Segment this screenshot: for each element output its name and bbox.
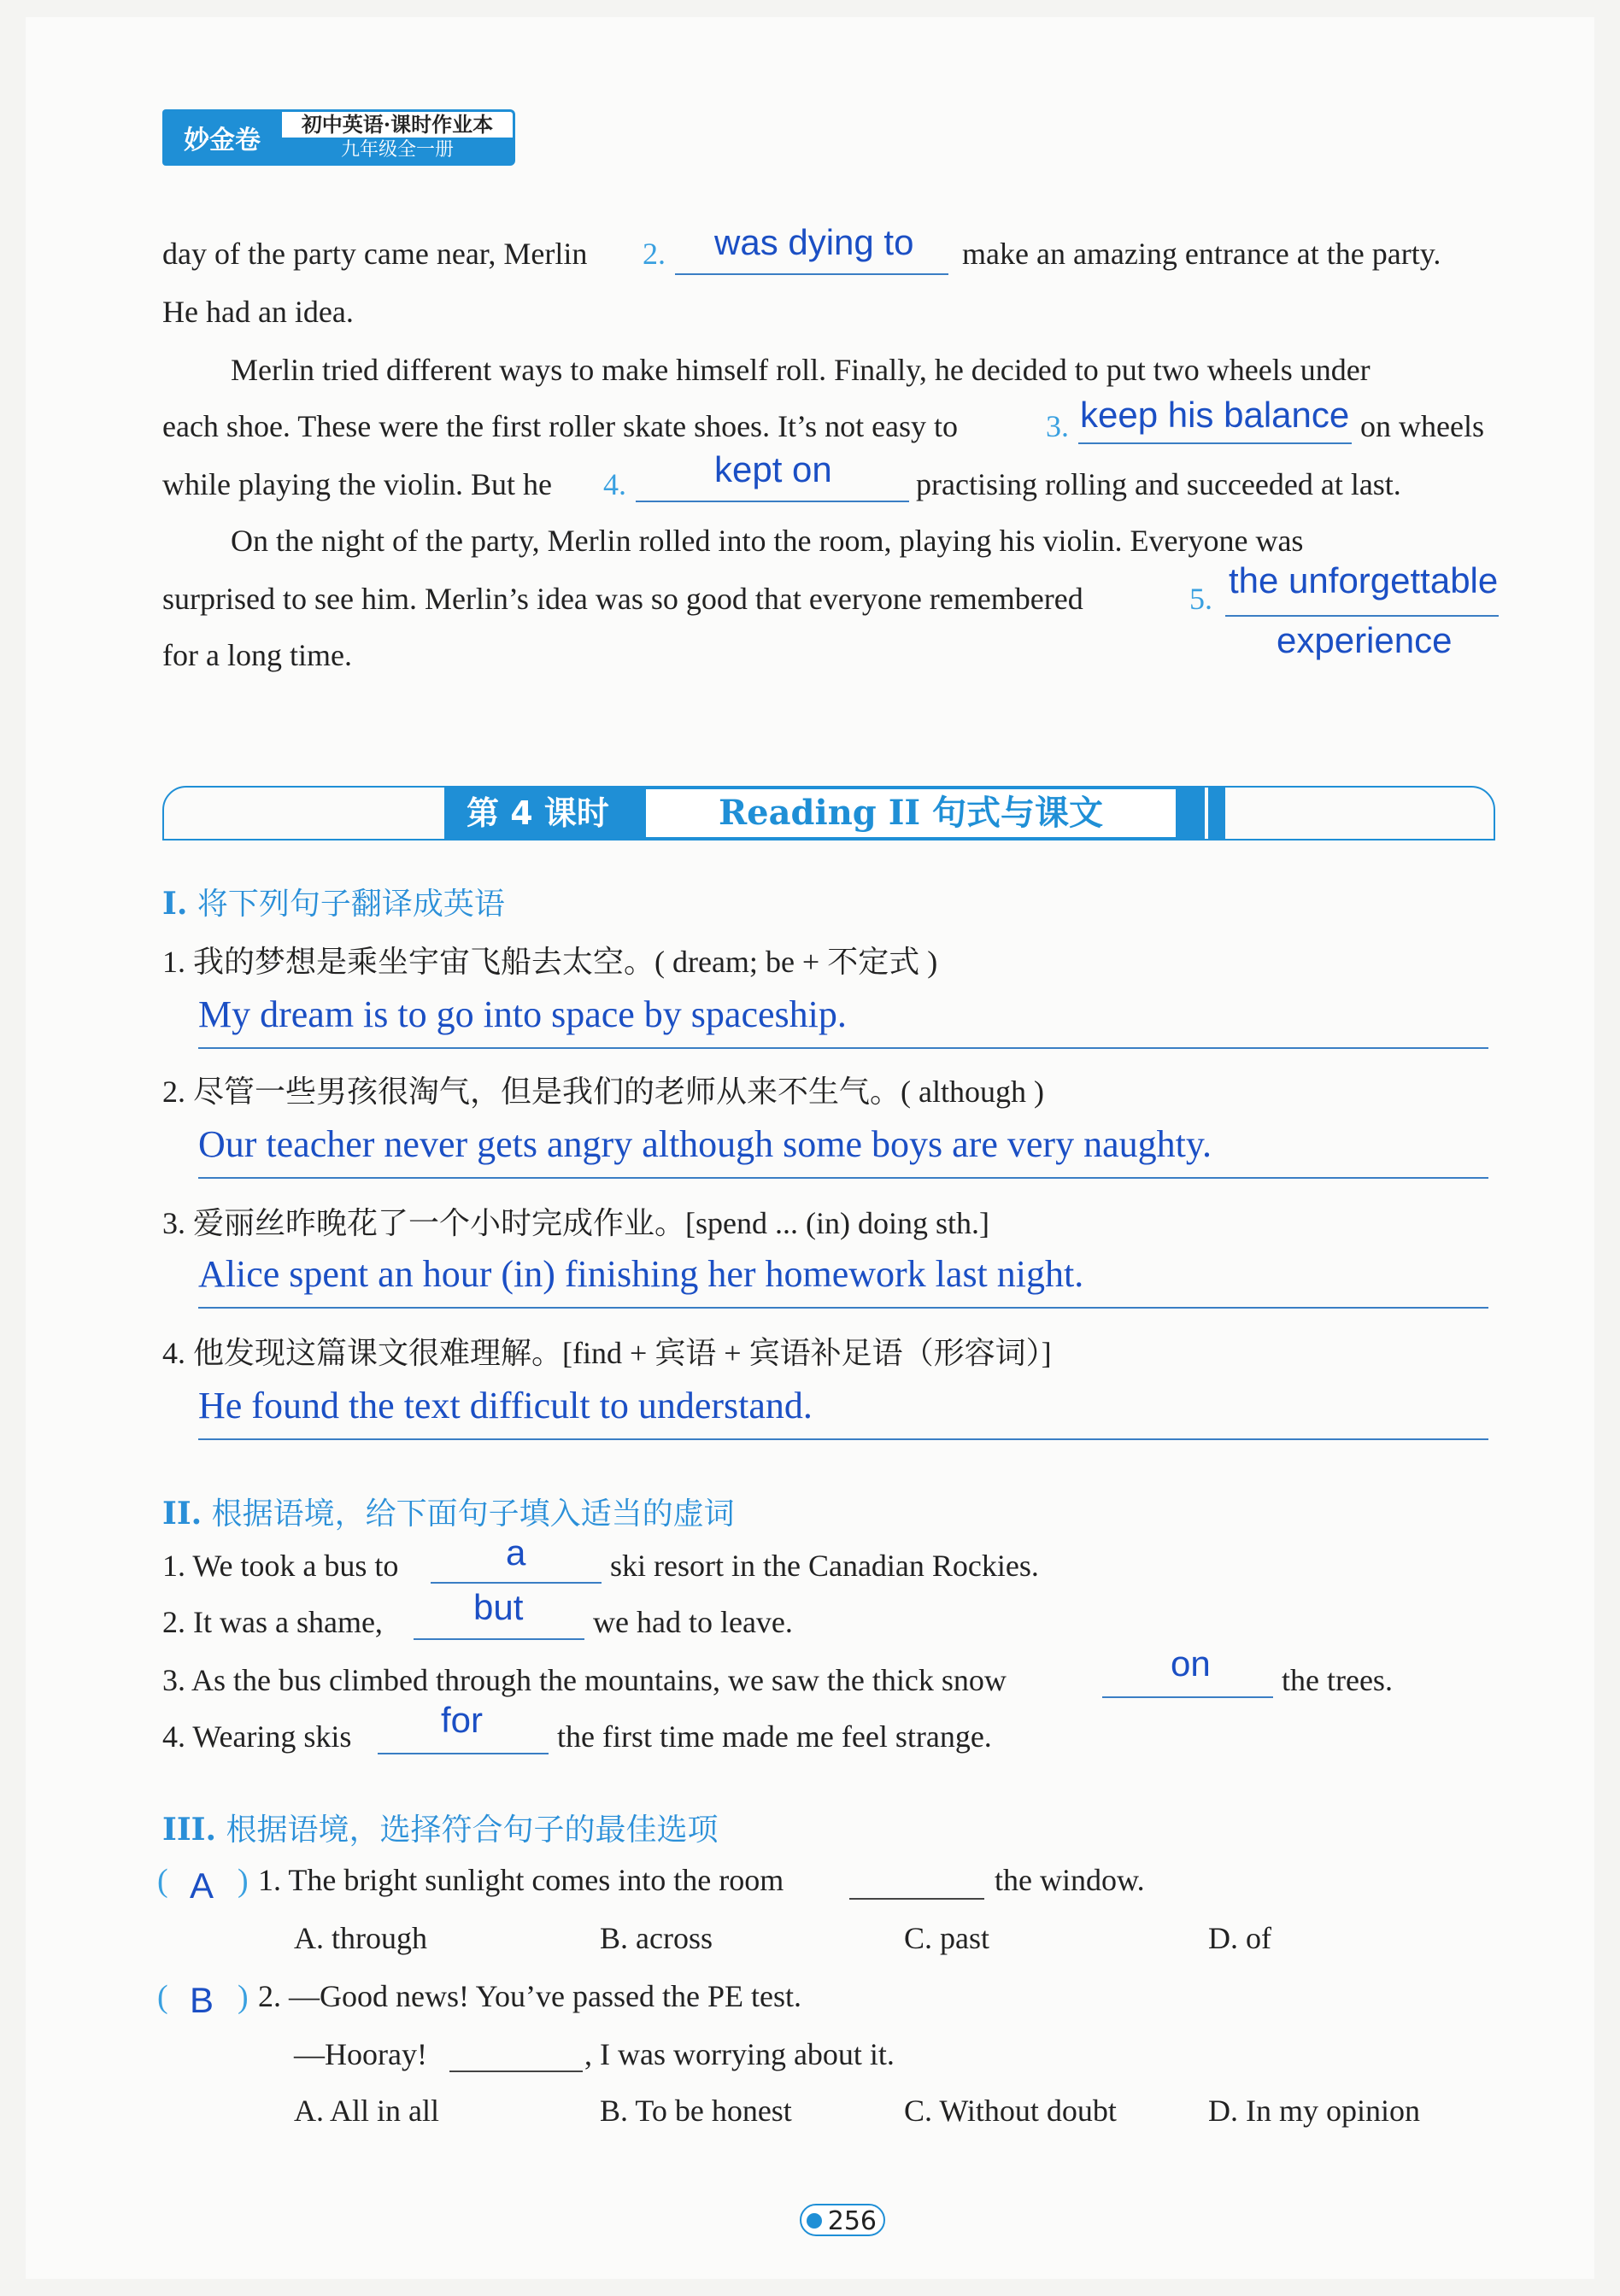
option: A. All in all [294,2094,439,2128]
passage-line: on wheels [1360,409,1484,443]
fill-question-post: the trees. [1282,1663,1393,1697]
fill-answer: for [441,1700,484,1740]
book-title: 初中英语·课时作业本 [301,112,494,137]
section-1-number: I. [162,886,188,922]
section-1-title: 将下列句子翻译成英语 [197,887,505,922]
answer-underline [1225,615,1499,617]
answer-underline [378,1753,549,1754]
passage-line: surprised to see him. Merlin’s idea was so good that everyone remembered [162,582,1083,616]
fill-question-post: the first time made me feel strange. [557,1719,992,1754]
question: 2. 尽管一些男孩很淘气，但是我们的老师从来不生气。( although ) [162,1075,1044,1109]
passage-line: day of the party came near, Merlin [162,237,588,271]
answer-underline [675,273,948,275]
lesson-title: Reading II 句式与课文 [646,789,1176,837]
answer-underline [636,501,909,502]
page-number: 256 [800,2204,885,2236]
fill-question-pre: 1. We took a bus to [162,1549,399,1583]
question-blank [449,2070,583,2072]
answer-underline [198,1047,1488,1049]
mc-question-line2-end: , I was worrying about it. [584,2037,895,2071]
answer-3: keep his balance [1080,395,1350,435]
blank-number: 5. [1189,582,1212,616]
book-title-box [282,109,515,166]
option: B. across [600,1921,713,1955]
mc-question: 2. —Good news! You’ve passed the PE test. [258,1979,801,2013]
section-2-number: II. [162,1496,202,1532]
brand-logo: 妙金卷 [162,109,282,166]
answer-underline [1102,1696,1273,1698]
open-paren: ( [157,1979,168,2015]
mc-question-end: the window. [995,1863,1145,1897]
fill-question-pre: 3. As the bus climbed through the mountains, we saw the thick snow [162,1663,1007,1697]
passage-line: He had an idea. [162,295,354,329]
question: 3. 爱丽丝昨晚花了一个小时完成作业。[spend ... (in) doing sth.] [162,1206,989,1240]
question: 4. 他发现这篇课文很难理解。[find + 宾语 + 宾语补足语（形容词）] [162,1336,1052,1370]
fill-question-post: ski resort in the Canadian Rockies. [610,1549,1039,1583]
section-2-title: 根据语境，给下面句子填入适当的虚词 [211,1496,735,1532]
blank-number: 4. [603,467,626,501]
blank-number: 3. [1046,409,1069,443]
answer-2: was dying to [714,222,914,262]
translation-answer: Alice spent an hour (in) finishing her homework last night. [198,1253,1084,1295]
banner-tail [1208,786,1225,840]
answer-5-continued: experience [1277,620,1453,660]
page-number-dot [807,2213,822,2229]
mc-question: 1. The bright sunlight comes into the room [258,1863,784,1897]
fill-answer: on [1171,1643,1211,1684]
section-3-title: 根据语境，选择符合句子的最佳选项 [226,1813,719,1848]
section-1-heading [162,880,505,923]
option: B. To be honest [600,2094,792,2128]
option: C. Without doubt [904,2094,1117,2128]
passage-line: Merlin tried different ways to make himself roll. Finally, he decided to put two wheels under [231,353,1371,387]
answer-underline [431,1582,602,1584]
section-2-heading [162,1490,735,1533]
passage-line: while playing the violin. But he [162,467,552,501]
passage-line: for a long time. [162,638,352,672]
answer-underline [198,1438,1488,1440]
choice-answer: A [190,1866,214,1906]
answer-underline [414,1638,584,1640]
passage-line: each shoe. These were the first roller skate shoes. It’s not easy to [162,409,959,443]
mc-question-line2: —Hooray! [294,2037,427,2071]
answer-5: the unforgettable [1229,560,1499,600]
fill-answer: but [473,1587,524,1627]
answer-underline [198,1177,1488,1179]
lesson-number: 第 4 课时 [467,794,609,832]
option: D. In my opinion [1208,2094,1420,2128]
fill-question-pre: 2. It was a shame, [162,1605,383,1639]
close-paren: ) [238,1979,249,2015]
option: D. of [1208,1921,1271,1955]
passage-line: make an amazing entrance at the party. [962,237,1441,271]
fill-question-pre: 4. Wearing skis [162,1719,352,1754]
question-blank [849,1898,984,1900]
option: A. through [294,1921,427,1955]
section-3-number: III. [162,1812,217,1848]
translation-answer: Our teacher never gets angry although some boys are very naughty. [198,1123,1212,1165]
lesson-banner [162,786,1495,840]
section-3-heading [162,1806,719,1849]
open-paren: ( [157,1863,168,1899]
blank-number: 2. [643,237,666,271]
choice-answer: B [190,1980,214,2020]
passage-line: On the night of the party, Merlin rolled into the room, playing his violin. Everyone was [231,524,1304,558]
fill-question-post: we had to leave. [593,1605,793,1639]
fill-answer: a [506,1532,526,1573]
answer-underline [1078,442,1352,444]
passage-line: practising rolling and succeeded at last. [916,467,1401,501]
book-grade: 九年级全一册 [282,138,513,163]
close-paren: ) [238,1863,249,1899]
translation-answer: My dream is to go into space by spaceship. [198,993,847,1035]
question: 1. 我的梦想是乘坐宇宙飞船去太空。( dream; be + 不定式 ) [162,945,938,979]
answer-4: kept on [714,449,832,489]
translation-answer: He found the text difficult to understand. [198,1385,813,1426]
option: C. past [904,1921,990,1955]
answer-underline [198,1307,1488,1309]
book-header [162,109,515,166]
